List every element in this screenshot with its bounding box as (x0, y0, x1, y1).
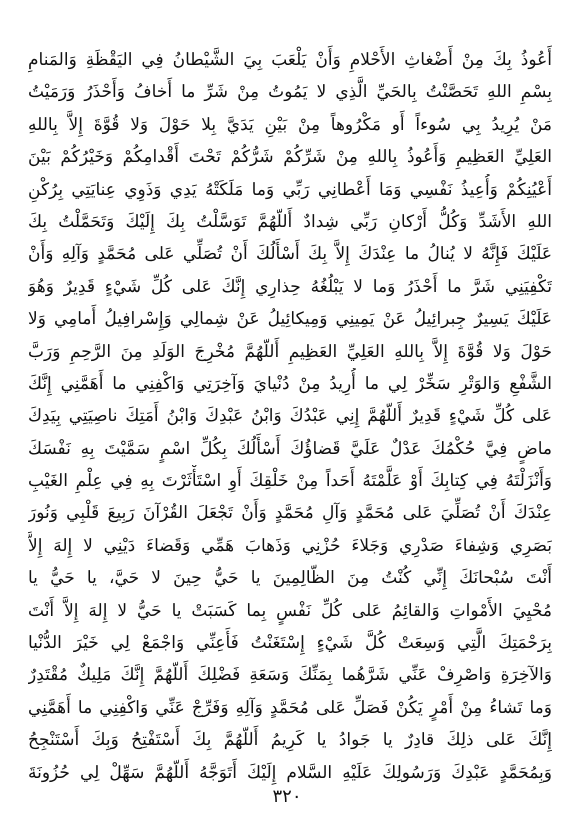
page-number: ٣٢٠ (272, 786, 302, 807)
text-line: ماضٍ فِيَّ حُكْمُكَ عَدْلٌ عَلَيَّ قَضاؤُكَ أَسْأَلُكَ بِكُلِّ اسْمٍ سَمَّيْتَ بِهِ نَفْسَكَ (28, 438, 552, 459)
text-line: الشَّفْعِ وَالوَتْرِ سَخِّرْ لِي ما أُرِيدُ مِنْ دُنْيايَ وَآخِرَتِي وَاكْفِنِي ما أَهَمَّنِي إِنَّكَ (28, 373, 552, 394)
text-line: وَأَنْزَلْتَهُ فِي كِتابِكَ أَوْ عَلَّمْتَهُ أَحَداً مِنْ خَلْقِكَ أَوِ اسْتَأْثَرْتَ بِهِ فِي عِلْمِ الغَيْبِ (28, 471, 552, 492)
supplication-text (28, 44, 552, 789)
text-line: تَكْفِيَنِي شَرَّ ما أَحْذَرُ وَما لا يَبْلُغُهُ حِذارِي إِنَّكَ عَلى كُلِّ شَيْءٍ قَدِيرٌ وَهُوَ (28, 276, 552, 297)
text-line: بِرَحْمَتِكَ الَّتِي وَسِعَتْ كُلَّ شَيْءٍ إِسْتَغَنْتُ فَأَعِنِّي وَاجْمَعْ لِي خَيْرَ الدُّنْيا (28, 633, 552, 654)
text-line: مُحْيِيَ الأَمْواتِ وَالقائِمُ عَلى كُلِّ نَفْسٍ بِما كَسَبَتْ يا حَيُّ لا إِلهَ إِلاَّ أَنْتَ (28, 600, 552, 621)
text-line: إِنَّكَ عَلى ذلِكَ قادِرٌ يا جَوادُ يا كَرِيمُ أَللّهُمَّ بِكَ أَسْتَفْتِحُ وَبِكَ أَسْتَنْجِحُ (28, 730, 552, 751)
text-line: وَبِمُحَمَّدٍ عَبْدِكَ وَرَسُولِكَ عَلَيْهِ السَّلام إِلَيْكَ أَتَوَجَّهُ أَللّهُمَّ سَهِّلْ لِي حُزُونَةَ (28, 762, 552, 783)
text-line: حَوْلَ وَلا قُوَّةَ إِلاَّ بِاللهِ العَلِيِّ العَظِيمِ أَللّهُمَّ مُخْرِجَ الوَلَدِ مِنَ الرَّحِمِ وَرَبَّ (28, 341, 552, 362)
text-line: أَعُوذُ بِكَ مِنْ أَضْغاثِ الأَحْلامِ وَأَنْ يَلْعَبَ بِيَ الشَّيْطانُ فِي اليَقْظَةِ وَالمَنامِ (28, 50, 552, 70)
text-line: مَنْ يُرِيدُ بِي سُوءاً أَو مَكْرُوهاً مِنْ بَيْنِ يَدَيَّ بِلا حَوْلَ وَلا قُوَّةَ إِلاَّ بِاللهِ (28, 114, 552, 135)
text-line: العَلِيِّ العَظِيمِ وَأَعُوذُ بِاللهِ مِنْ شَرِّكُمْ شَرُّكُمْ تَحْتَ أَقْدامِكُمْ وَخَيْرُكُمْ بَيْنَ (28, 147, 552, 168)
text-line: عِنْدَكَ أَنْ تُصَلِّيَ عَلى مُحَمَّدٍ وَآلِ مُحَمَّدٍ وَأَنْ تَجْعَلَ القُرْآنَ رَبِيعَ قَلْبِي وَنُورَ (28, 503, 552, 524)
text-line: أَعْيُنِكُمْ وَأُعِيذُ نَفْسِي وَمَا أَعْطانِي رَبِّي وَما مَلَكَتْهُ يَدِي وَذَوِي عِنايَتِي بِرُكْنِ (28, 179, 552, 200)
text-line: أَنْتَ سُبْحانَكَ إِنِّي كُنْتُ مِنَ الظّالِمِينَ يا حَيُّ حِينَ لا حَيَّ، يا حَيُّ يا (28, 568, 552, 589)
text-line: عَلى كُلِّ شَيْءٍ قَدِيرٌ أَللّهُمَّ إِنِي عَبْدُكَ وَابْنُ عَبْدِكَ وَابْنُ أَمَتِكَ ناصِيَتِي بِيَدِكَ (28, 406, 552, 427)
text-line: عَلَيْكَ يَسِيرٌ جِبرائِيلُ عَنْ يَمِينِي وَمِيكائِيلُ عَنْ شِمالِي وَإِسْرافِيلُ أَمامِي وَلا (28, 309, 552, 330)
text-line: بِسْمِ اللهِ تَحَصَّنْتُ بِالحَيِّ الَّذِي لا يَمُوتُ مِنْ شَرِّ ما أَخافُ وَأَحْذَرُ وَرَمَيْتُ (28, 82, 552, 103)
text-line: وَالآخِرَةِ وَاصْرِفْ عَنِّي شَرَّهُما بِمَنِّكَ وَسَعَةِ فَضْلِكَ أَللّهُمَّ إِنَّكَ مَلِيكٌ مُقْتَدِرٌ (28, 665, 552, 686)
text-line: بَصَرِي وَشِفاءَ صَدْرِي وَجَلاءَ حُزْنِي وَذَهابَ هَمِّي وَقَضاءَ دَيْنِي لا إِلهَ إِلاَّ (28, 535, 552, 556)
text-line: اللهِ الأَشَدِّ وَكُلُّ أَرْكانِ رَبِّي شِدادٌ أَللّهُمَّ تَوَسَّلْتُ بِكَ إِلَيْكَ وَتَحَمَّلْتُ بِكَ (28, 211, 552, 232)
text-line: عَلَيْكَ فَإِنَّهُ لا يُنالُ ما عِنْدَكَ إِلاَّ بِكَ أَسْأَلُكَ أَنْ تُصَلِّي عَلى مُحَمَّدٍ وَآلِهِ وَأَنْ (28, 244, 552, 265)
text-line: وَما تَشاءُ مِنْ أَمْرٍ يَكُنْ فَصَلِّ عَلى مُحَمَّدٍ وَآلِهِ وَفَرِّجْ عَنِّي وَاكْفِنِي ما أَهَمَّنِي (28, 697, 552, 718)
